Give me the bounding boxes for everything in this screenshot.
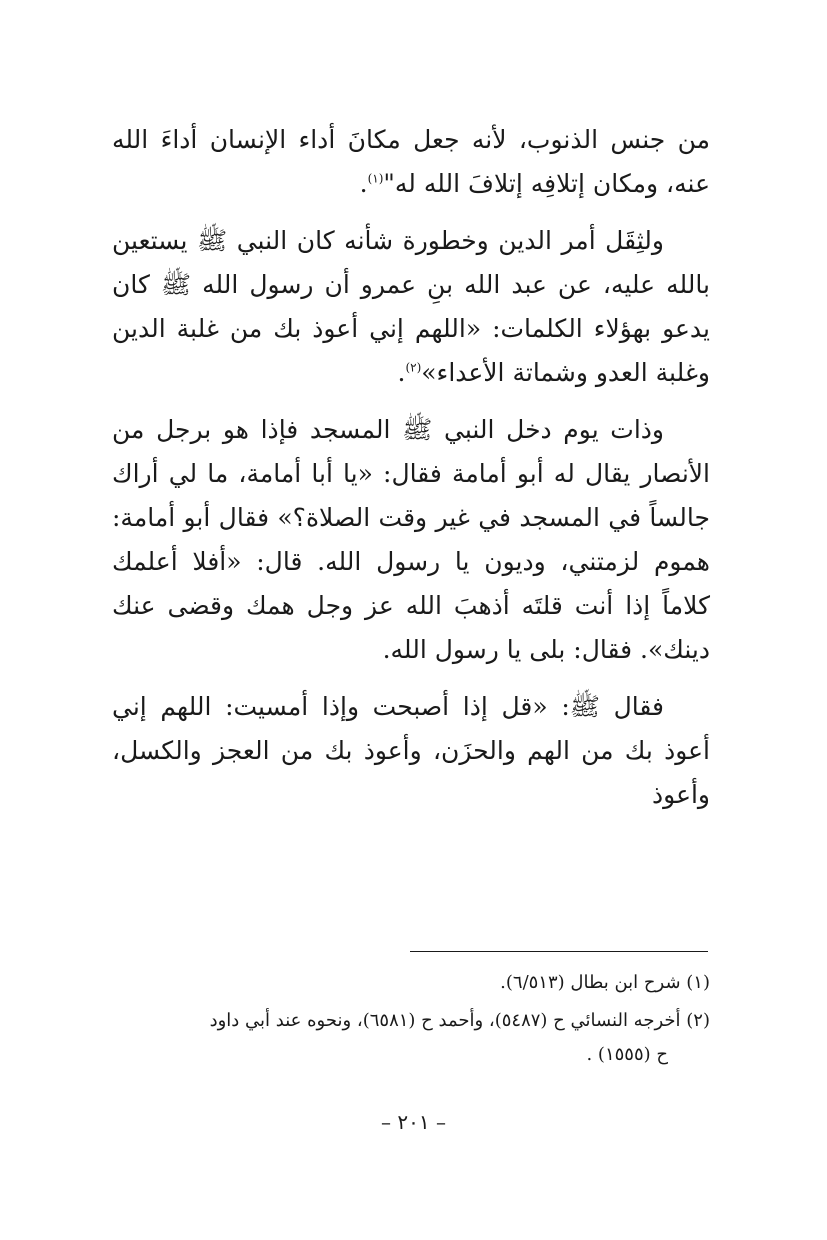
paragraph-2-tail: . — [397, 358, 406, 387]
paragraph-1-text: من جنس الذنوب، لأنه جعل مكانَ أداء الإنسان أداءَ الله عنه، ومكان إتلافِه إتلافَ الله له" — [112, 125, 710, 198]
main-text-body — [112, 118, 710, 817]
footnote-ref-2[interactable]: (٢) — [405, 360, 422, 375]
page-number: – ٢٠١ – — [381, 1110, 446, 1134]
footnotes-section — [112, 966, 710, 1076]
footnote-2-marker: (٢) — [686, 1010, 710, 1031]
paragraph-1 — [112, 118, 710, 206]
footnote-2-text: أخرجه النسائي ح (٥٤٨٧)، وأحمد ح (٦٥٨١)، ونحوه عند أبي داود — [209, 1010, 681, 1031]
footnote-1 — [112, 966, 710, 1000]
paragraph-4: فقال ﷺ: «قل إذا أصبحت وإذا أمسيت: اللهم إني أعوذ بك من الهم والحزَن، وأعوذ بك من العجز والكسل، وأعوذ — [112, 692, 710, 809]
footnote-2-continuation: ح (١٥٥٥) . — [586, 1044, 668, 1065]
paragraph-1-tail: . — [359, 169, 368, 198]
paragraph-3: وذات يوم دخل النبي ﷺ المسجد فإذا هو برجل من الأنصار يقال له أبو أمامة فقال: «يا أبا أمامة، ما لي أراك جالساً في المسجد في غير وقت الصلاة؟» فقال أبو أمامة: هموم لزمتني، وديون يا رسول الله. قال: «أفلا أعلمك كلاماً إذا أنت قلتَه أذهبَ الله عز وجل همك وقضى عنك دينك». فقال: بلى يا رسول الله. — [112, 415, 710, 664]
paragraph-2-text: ولثِقَل أمر الدين وخطورة شأنه كان النبي ﷺ يستعين بالله عليه، عن عبد الله بنِ عمرو أن رسول الله ﷺ كان يدعو بهؤلاء الكلمات: «اللهم إني أعوذ بك من غلبة الدين وغلبة العدو وشماتة الأعداء» — [112, 226, 710, 387]
footnote-divider — [410, 951, 708, 952]
paragraph-2 — [112, 219, 710, 395]
footnote-ref-1[interactable]: (١) — [367, 171, 384, 186]
footnote-1-marker: (١) — [686, 972, 710, 993]
footnote-1-text: شرح ابن بطال (٦/٥١٣). — [500, 972, 681, 993]
footnote-2 — [112, 1004, 710, 1072]
